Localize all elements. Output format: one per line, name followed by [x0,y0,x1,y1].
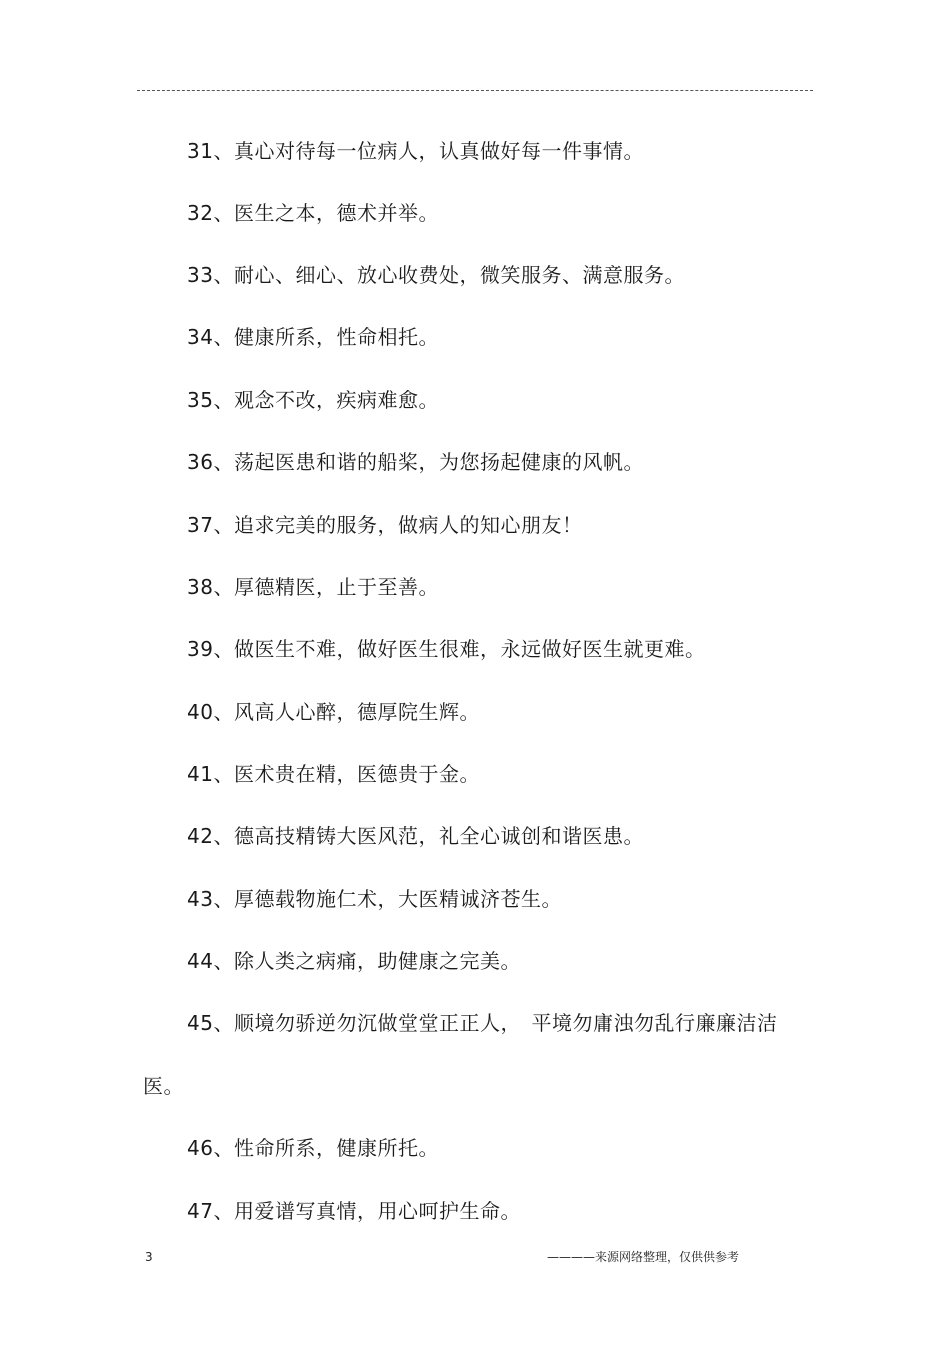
slogan-46: 46、性命所系，健康所托。 [187,1136,439,1160]
slogan-33: 33、耐心、细心、放心收费处，微笑服务、满意服务。 [187,263,685,287]
slogan-37: 37、追求完美的服务，做病人的知心朋友！ [187,513,583,537]
slogan-36: 36、荡起医患和谐的船桨，为您扬起健康的风帆。 [187,450,644,474]
slogan-34: 34、健康所系，性命相托。 [187,325,439,349]
slogan-45-continuation: 医。 [143,1074,184,1098]
slogan-41: 41、医术贵在精，医德贵于金。 [187,762,480,786]
slogan-45: 45、顺境勿骄逆勿沉做堂堂正正人， 平境勿庸浊勿乱行廉廉洁洁 [187,1011,778,1035]
slogan-38: 38、厚德精医，止于至善。 [187,575,439,599]
header-divider [137,90,813,91]
slogan-47: 47、用爱谱写真情，用心呵护生命。 [187,1199,521,1223]
slogan-31: 31、真心对待每一位病人，认真做好每一件事情。 [187,139,644,163]
slogan-39: 39、做医生不难，做好医生很难，永远做好医生就更难。 [187,637,706,661]
slogan-40: 40、风高人心醉，德厚院生辉。 [187,700,480,724]
slogan-32: 32、医生之本，德术并举。 [187,201,439,225]
slogan-44: 44、除人类之病痛，助健康之完美。 [187,949,521,973]
footer-note: ————来源网络整理，仅供供参考 [547,1250,740,1264]
page-number: 3 [145,1250,153,1264]
slogan-35: 35、观念不改，疾病难愈。 [187,388,439,412]
slogan-42: 42、德高技精铸大医风范，礼全心诚创和谐医患。 [187,824,644,848]
slogan-43: 43、厚德载物施仁术，大医精诚济苍生。 [187,887,562,911]
